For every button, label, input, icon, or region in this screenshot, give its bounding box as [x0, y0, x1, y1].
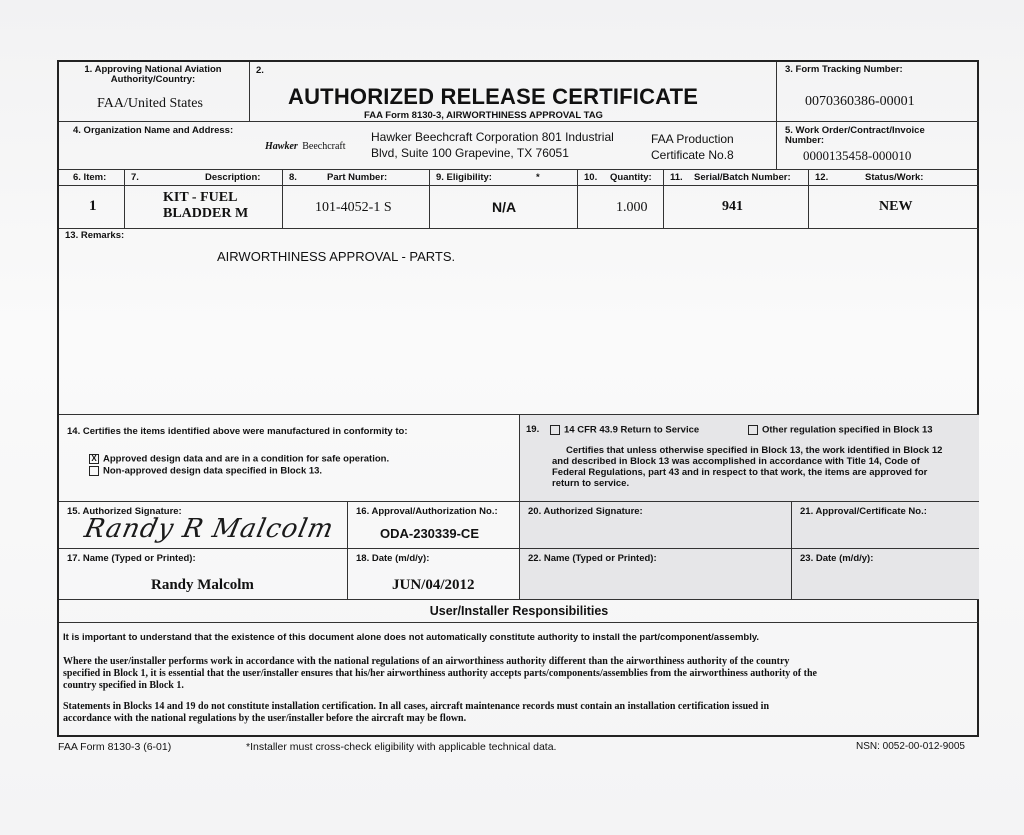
block-22-label: 22. Name (Typed or Printed):	[528, 553, 657, 564]
faa-production-line2: Certificate No.8	[651, 148, 734, 162]
approved-design-option	[89, 454, 389, 465]
responsibilities-p1: It is important to understand that the existence of this document alone does not automatically constitute authority to install the part/component/assembly.	[63, 632, 760, 643]
block-4	[59, 122, 777, 170]
hawker-logo-text: Hawker	[265, 141, 298, 152]
block-16-label: 16. Approval/Authorization No.:	[356, 506, 498, 517]
form-tracking-number: 0070360386-00001	[805, 94, 915, 109]
other-regulation-checkbox[interactable]	[748, 425, 758, 435]
block-21-label: 21. Approval/Certificate No.:	[800, 506, 927, 517]
block-5-label-1: 5. Work Order/Contract/Invoice	[785, 125, 925, 136]
part-number: 101-4052-1 S	[315, 200, 392, 215]
responsibilities-p2c: country specified in Block 1.	[63, 680, 184, 691]
row-part	[283, 186, 430, 229]
return-to-service-option	[550, 425, 699, 436]
non-approved-design-option	[89, 466, 322, 477]
header-qty-label: Quantity:	[610, 172, 652, 183]
block-5	[777, 122, 979, 170]
block-15	[59, 502, 348, 549]
footer-form-number: FAA Form 8130-3 (6-01)	[58, 741, 172, 753]
block-3-label: 3. Form Tracking Number:	[785, 64, 903, 75]
row-description	[125, 186, 283, 229]
block-1-label: 1. Approving National Aviation Authority/Country:	[84, 64, 222, 85]
row-status	[809, 186, 979, 229]
block-18	[348, 549, 520, 600]
header-serial-num: 11.	[670, 172, 683, 183]
responsibilities-p2a: Where the user/installer performs work in accordance with the national regulations of an airworthiness authority different than the airworthiness authority of the country	[63, 656, 790, 667]
block-20	[520, 502, 792, 549]
footer-installer-note: *Installer must cross-check eligibility with applicable technical data.	[246, 741, 557, 753]
block-19-text4: return to service.	[552, 478, 630, 489]
header-eligibility	[430, 170, 578, 186]
header-desc-num: 7.	[131, 172, 139, 183]
block-16	[348, 502, 520, 549]
header-desc-label: Description:	[205, 172, 261, 183]
row-quantity	[578, 186, 664, 229]
row-item	[59, 186, 125, 229]
block-17-label: 17. Name (Typed or Printed):	[67, 553, 196, 564]
printed-name: Randy Malcolm	[151, 577, 254, 593]
authorized-signature: Randy R Malcolm	[81, 514, 337, 544]
faa-production-line1: FAA Production	[651, 132, 734, 146]
return-to-service-checkbox[interactable]	[550, 425, 560, 435]
row-serial	[664, 186, 809, 229]
header-elig-star: *	[536, 172, 540, 183]
block-23-label: 23. Date (m/d/y):	[800, 553, 874, 564]
block-20-label: 20. Authorized Signature:	[528, 506, 643, 517]
other-regulation-option	[748, 425, 933, 436]
responsibilities-p3b: accordance with the national regulations by the user/installer before the aircraft may be flown.	[63, 713, 467, 724]
non-approved-design-checkbox[interactable]	[89, 466, 99, 476]
header-status-num: 12.	[815, 172, 829, 183]
hawker-beechcraft-logo	[265, 136, 346, 154]
responsibilities-body	[59, 623, 979, 735]
header-part-label: Part Number:	[327, 172, 388, 183]
header-item	[59, 170, 125, 186]
row-eligibility	[430, 186, 578, 229]
header-status	[809, 170, 979, 186]
responsibilities-p3a: Statements in Blocks 14 and 19 do not constitute installation certification. In all cases, aircraft maintenance records must contain an installation certification issued in	[63, 701, 770, 712]
status-value: NEW	[879, 199, 913, 214]
form-subtitle: FAA Form 8130-3, AIRWORTHINESS APPROVAL TAG	[364, 110, 603, 121]
block-18-label: 18. Date (m/d/y):	[356, 553, 430, 564]
header-elig-label: 9. Eligibility:	[436, 172, 492, 183]
block-4-label: 4. Organization Name and Address:	[73, 125, 234, 136]
date-value: JUN/04/2012	[392, 577, 475, 593]
page-title: AUTHORIZED RELEASE CERTIFICATE	[288, 84, 699, 109]
work-order-number: 0000135458-000010	[803, 148, 912, 163]
approved-design-text: Approved design data and are in a condition for safe operation.	[103, 453, 390, 465]
header-part-num: 8.	[289, 172, 297, 183]
block-19-text1: Certifies that unless otherwise specified in Block 13, the work identified in Block 12	[566, 445, 943, 456]
header-item-label: 6. Item:	[73, 172, 107, 183]
footer-nsn: NSN: 0052-00-012-9005	[856, 741, 965, 752]
header-qty-num: 10.	[584, 172, 598, 183]
block-5-label-2: Number:	[785, 135, 825, 146]
beechcraft-logo-text: Beechcraft	[302, 141, 346, 152]
item-number: 1	[89, 198, 97, 214]
approving-authority: FAA/United States	[97, 96, 203, 111]
block-3	[777, 62, 979, 122]
block-2	[250, 62, 777, 122]
header-description	[125, 170, 283, 186]
description-line1: KIT - FUEL	[163, 190, 238, 205]
block-19-num: 19.	[526, 424, 540, 435]
header-part	[283, 170, 430, 186]
return-to-service-text: 14 CFR 43.9 Return to Service	[564, 424, 700, 436]
eligibility-value: N/A	[492, 199, 517, 215]
block-19-text3: Federal Regulations, part 43 and in respect to that work, the items are approved for	[552, 467, 928, 478]
block-19	[520, 415, 979, 502]
block-22	[520, 549, 792, 600]
block-15-label: 15. Authorized Signature:	[67, 506, 182, 517]
header-serial-label: Serial/Batch Number:	[694, 172, 791, 183]
block-19-text2: and described in Block 13 was accomplished in accordance with Title 14, Code of	[552, 456, 920, 467]
header-status-label: Status/Work:	[865, 172, 924, 183]
approved-design-checkbox[interactable]: X	[89, 454, 99, 464]
block-13-label: 13. Remarks:	[65, 230, 125, 241]
block-17	[59, 549, 348, 600]
block-14	[59, 415, 520, 502]
responsibilities-p2b: specified in Block 1, it is essential that the user/installer ensures that his/her airworthiness authority accepts parts/components/assemblies from the airworthiness authority of the	[63, 668, 817, 679]
block-21	[792, 502, 979, 549]
approval-authorization-number: ODA-230339-CE	[380, 526, 479, 541]
responsibilities-heading-cell	[59, 600, 979, 623]
serial-value: 941	[722, 199, 743, 214]
block-1	[59, 62, 250, 122]
responsibilities-heading: User/Installer Responsibilities	[429, 604, 609, 618]
non-approved-design-text: Non-approved design data specified in Block 13.	[103, 465, 323, 477]
block-23	[792, 549, 979, 600]
organization-address-line2: Blvd, Suite 100 Grapevine, TX 76051	[371, 146, 569, 160]
description-line2: BLADDER M	[163, 206, 249, 221]
block-2-label: 2.	[256, 65, 264, 76]
block-14-label: 14. Certifies the items identified above were manufactured in conformity to:	[67, 426, 408, 437]
header-quantity	[578, 170, 664, 186]
certificate-form	[57, 60, 979, 737]
organization-address-line1: Hawker Beechcraft Corporation 801 Industrial	[371, 130, 614, 144]
block-13	[59, 229, 979, 415]
other-regulation-text: Other regulation specified in Block 13	[762, 424, 933, 436]
quantity-value: 1.000	[616, 200, 648, 215]
header-serial	[664, 170, 809, 186]
remarks-value: AIRWORTHINESS APPROVAL - PARTS.	[217, 249, 456, 264]
